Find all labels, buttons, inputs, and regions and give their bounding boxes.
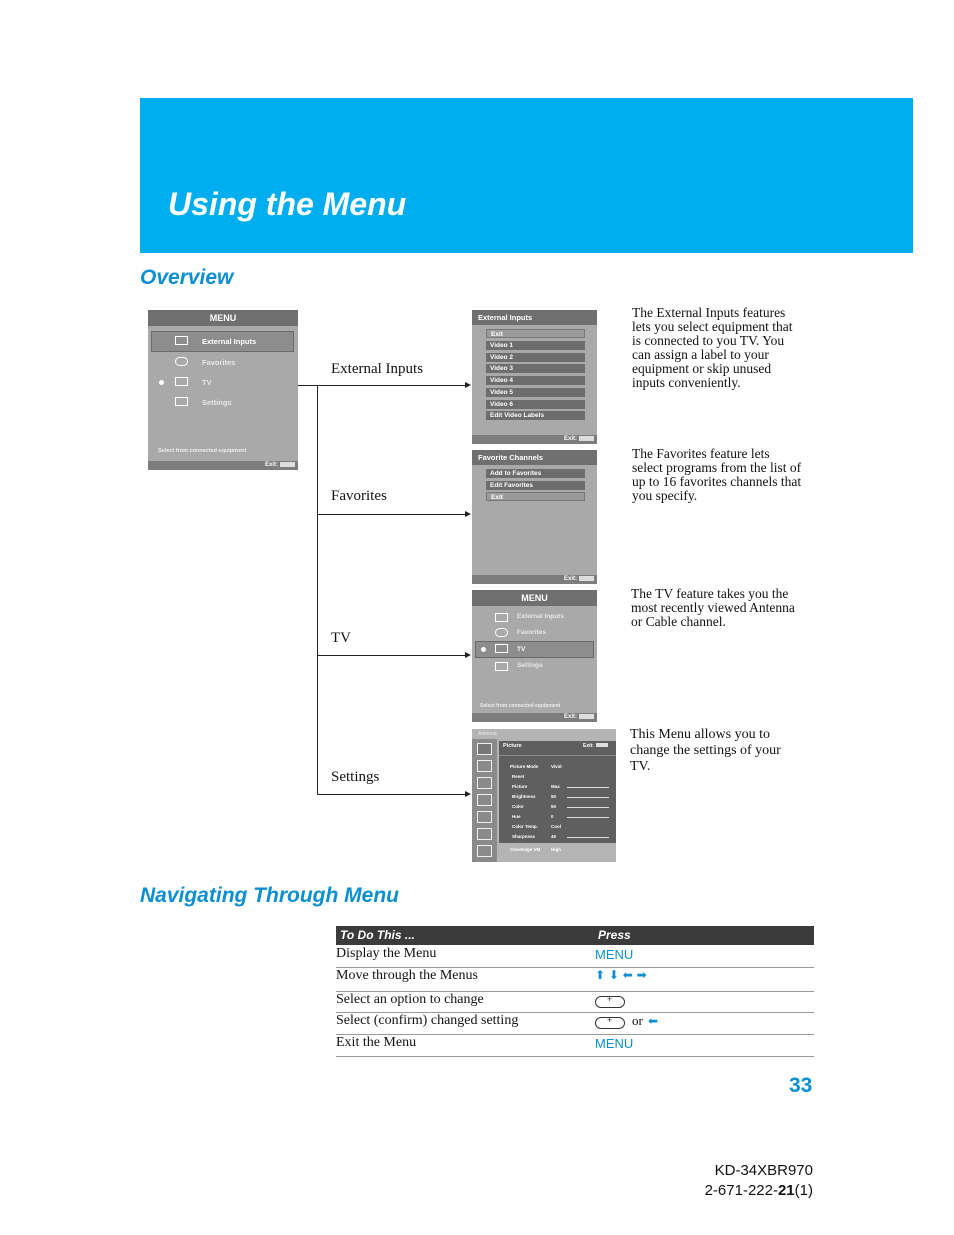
favorites-description: The Favorites feature lets select programs from the list of up to 16 favorites channels that you specify. [632,446,802,503]
overview-heading: Overview [140,266,234,289]
model-number: KD-34XBR970 [714,1162,813,1179]
brightness-slider [567,797,609,798]
picture-value: Cool [551,824,561,829]
parent-icon [477,811,492,823]
picture-value: Vivid [551,764,562,769]
table-header [336,926,814,945]
arrow-icon [465,382,471,388]
picture-icon [477,743,492,755]
picture-row: ClearEdge VM [510,847,541,852]
page-title: Using the Menu [168,186,407,222]
select-button-icon [595,996,625,1008]
favorites-title: Favorite Channels [472,450,597,465]
menu-row: Edit Favorites [486,481,585,490]
picture-row: Picture Mode [510,764,539,769]
branch-label-favorites: Favorites [331,488,387,504]
exit-bar: Exit: [472,575,597,584]
main-menu-title: MENU [148,310,298,326]
menu-row: Video 5 [486,388,585,397]
menu-button-label: MENU [595,1036,634,1051]
tv-menu-item: Settings [517,662,543,669]
main-menu-item: TV [202,378,212,387]
table-row-action: Select an option to change [336,992,484,1007]
channel-icon [477,794,492,806]
picture-slider [567,787,609,788]
picture-value: 0 [551,814,554,819]
main-menu-footer: Select from connected equipment [158,448,247,454]
menu-row: Edit Video Labels [486,411,585,420]
arrow-icon [465,652,471,658]
menu-button-label: MENU [595,947,634,962]
main-menu-item: Settings [202,398,232,407]
external-inputs-screen [472,310,597,444]
or-text: or [632,1013,643,1028]
menu-row: Exit [486,329,585,338]
favorites-screen [472,450,597,584]
tv-menu-selection [475,641,594,658]
menu-row: Video 1 [486,341,585,350]
branch-label-external-inputs: External Inputs [331,361,424,377]
connector-trunk [317,385,318,794]
menu-row: Video 3 [486,364,585,373]
picture-row: Sharpness [512,834,536,839]
screen-icon [477,777,492,789]
tv-menu-item: Favorites [517,629,546,636]
external-inputs-icon [175,336,188,345]
tv-menu-item: External Inputs [517,613,564,620]
main-menu-screen [148,310,298,470]
menu-row: Video 2 [486,353,585,362]
picture-panel [499,741,616,843]
tv-menu-title: MENU [472,590,597,606]
tv-screen [472,590,597,722]
picture-row: Color Temp. [512,824,538,829]
picture-row: Hue [512,814,521,819]
picture-row: Picture [512,784,528,789]
favorites-heart-icon [175,357,188,366]
exit-bar: Exit: [472,713,597,722]
arrow-icon [465,791,471,797]
arrow-icon [465,511,471,517]
menu-row: Exit [486,492,585,501]
col-todo-header: To Do This ... [340,928,415,942]
tv-menu-item: TV [517,646,526,653]
menu-row: Video 4 [486,376,585,385]
menu-row: Add to Favorites [486,469,585,478]
external-inputs-icon [495,613,508,622]
settings-icon-column [472,739,497,862]
current-dot-icon [159,380,164,385]
branch-label-settings: Settings [331,769,380,785]
menu-row: Video 6 [486,400,585,409]
picture-value: 50 [551,794,557,799]
connector-favorites [317,514,465,515]
branch-label-tv: TV [331,630,351,646]
table-row-action: Select (confirm) changed setting [336,1013,519,1028]
table-row-action: Exit the Menu [336,1035,417,1050]
connector-tv [317,655,465,656]
picture-row: Color [512,804,524,809]
left-arrow-icon: ⬅ [648,1014,659,1028]
arrow-keys-icon: ⬆ ⬇ ⬅ ➡ [595,968,647,982]
favorites-heart-icon [495,628,508,637]
external-inputs-description: The External Inputs features lets you select equipment that is connected to you TV. You can assign a label to your equipment or skip unused inputs conveniently. [632,305,793,390]
settings-screen [472,729,616,862]
settings-description: This Menu allows you to change the settings of your TV. [630,727,781,774]
picture-exit: Exit: [583,743,608,749]
picture-value: 50 [551,804,557,809]
sharpness-slider [567,837,609,838]
navigating-heading: Navigating Through Menu [140,884,399,907]
applications-icon [477,845,492,857]
tv-menu-footer: Select from connected equipment [480,703,561,709]
table-row-action: Display the Menu [336,946,437,961]
color-slider [567,807,609,808]
main-menu-item: External Inputs [202,337,257,346]
current-dot-icon [481,647,486,652]
tv-icon [495,644,508,653]
main-menu-exit-bar: Exit: [148,461,298,470]
col-press-header: Press [598,928,631,942]
select-button-icon [595,1017,625,1029]
external-inputs-title: External Inputs [472,310,597,325]
page-number: 33 [789,1074,813,1097]
settings-toolbox-icon [495,662,508,671]
table-row-action: Move through the Menus [336,968,478,983]
sound-icon [477,760,492,772]
picture-panel-title: Picture [503,743,522,749]
tv-icon [175,377,188,386]
picture-row: Brightness [512,794,536,799]
hue-slider [567,817,609,818]
document-number: 2-671-222-21(1) [704,1182,813,1199]
picture-value: 46 [551,834,557,839]
tv-description: The TV feature takes you the most recently viewed Antenna or Cable channel. [631,586,795,629]
title-banner [140,98,913,253]
connector-line [298,385,317,386]
connector-external-inputs [317,385,465,386]
main-menu-item: Favorites [202,358,236,367]
exit-bar: Exit: [472,435,597,444]
antenna-label: Antenna [478,731,497,737]
connector-settings [317,794,465,795]
picture-value: High [551,847,561,852]
picture-row: Reset [512,774,525,779]
settings-toolbox-icon [175,397,188,406]
setup-icon [477,828,492,840]
picture-value: Max [551,784,560,789]
